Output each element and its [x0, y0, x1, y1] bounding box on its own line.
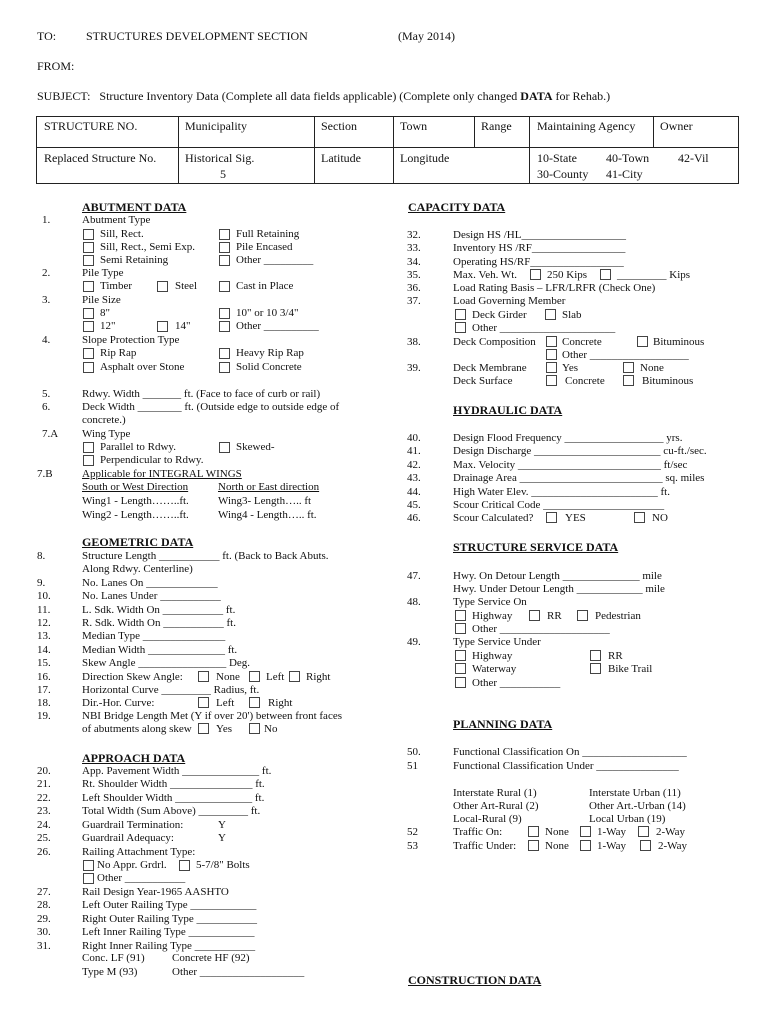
comp-concrete-label: Concrete: [562, 336, 602, 348]
size-10-checkbox[interactable]: [219, 308, 230, 319]
membrane-none-label: None: [640, 362, 664, 374]
under-other-checkbox[interactable]: [455, 677, 466, 688]
under-bike-trail-label: Bike Trail: [608, 663, 653, 675]
max-veh-label: Max. Veh. Wt.: [453, 269, 518, 281]
item-number: 2.: [42, 267, 51, 279]
form-field[interactable]: High Water Elev. _______________________ ft.: [453, 485, 670, 498]
form-field[interactable]: Right Inner Railing Type ___________: [82, 939, 256, 952]
cast-in-place-label: Cast in Place: [236, 280, 294, 292]
section-label: Section: [321, 119, 357, 133]
wing2-field[interactable]: Wing2 - Length……..ft.: [82, 509, 189, 521]
item-number: 52: [407, 826, 418, 838]
form-field[interactable]: Inventory HS /RF_________________: [453, 242, 626, 255]
code-town: 40-Town: [606, 151, 650, 165]
func-on-field[interactable]: Functional Classification On ___________________: [453, 746, 687, 758]
size-10-label: 10" or 10 3/4": [236, 307, 299, 319]
traffic-on-label: Traffic On:: [453, 826, 503, 838]
on-rr-label: RR: [547, 610, 562, 622]
sill-rect-label: Sill, Rect.: [100, 228, 144, 240]
form-field[interactable]: App. Pavement Width ______________ ft.: [82, 765, 272, 777]
form-field[interactable]: No. Lanes Under ___________: [82, 590, 221, 603]
wing1-field[interactable]: Wing1 - Length……..ft.: [82, 495, 189, 507]
slab-checkbox[interactable]: [545, 309, 556, 320]
form-field[interactable]: Along Rdwy. Centerline): [82, 563, 193, 576]
item-number: 4.: [42, 334, 51, 346]
form-field[interactable]: Left Outer Railing Type ____________: [82, 899, 257, 912]
nbi-yes-checkbox[interactable]: [198, 723, 209, 734]
rip-rap-label: Rip Rap: [100, 347, 137, 359]
interstate-rural-option: Interstate Rural (1): [453, 787, 537, 799]
code-village: 42-Vil: [678, 151, 709, 165]
item-number: 11.: [37, 603, 51, 616]
parallel-label: Parallel to Rdwy.: [100, 441, 176, 453]
north-east-header: North or East direction: [218, 481, 320, 493]
full-retaining-checkbox[interactable]: [219, 229, 230, 240]
pile-encased-checkbox[interactable]: [219, 242, 230, 253]
scour-calc-label: Scour Calculated?: [453, 512, 534, 524]
item-number: 5.: [42, 388, 51, 400]
curve-left-label: Left: [216, 697, 235, 709]
size-12-checkbox[interactable]: [83, 321, 94, 332]
integral-wings-label: Applicable for INTEGRAL WINGS: [82, 468, 242, 480]
item-number: 18.: [37, 697, 51, 709]
item-number: 28.: [37, 899, 51, 912]
deck-width-note: concrete.): [82, 414, 126, 426]
item-number: 13.: [37, 630, 51, 643]
member-other-label: Other _____________________: [472, 322, 616, 334]
grid-divider: [653, 117, 654, 147]
under-rr-checkbox[interactable]: [590, 650, 601, 661]
under-1way-label: 1-Way: [597, 840, 627, 852]
item-number: 16.: [37, 671, 51, 683]
under-rr-label: RR: [608, 650, 623, 662]
item-number: 47.: [407, 570, 421, 582]
under-none-label: None: [545, 840, 569, 852]
type-m-option: Type M (93): [82, 966, 138, 978]
grid-divider: [178, 117, 179, 183]
size-8-label: 8": [100, 307, 110, 319]
item-number: 42.: [407, 458, 421, 471]
guardrail-term-label: Guardrail Termination:: [82, 819, 184, 831]
func-under-field[interactable]: Functional Classification Under _______________: [453, 760, 679, 772]
comp-bituminous-label: Bituminous: [653, 336, 705, 348]
semi-retaining-label: Semi Retaining: [100, 254, 169, 266]
item-number: 19.: [37, 710, 51, 722]
railing-attach-label: Railing Attachment Type:: [82, 846, 196, 858]
local-rural-option: Local-Rural (9): [453, 813, 522, 825]
kips250-label: 250 Kips: [547, 269, 588, 281]
timber-checkbox[interactable]: [83, 281, 94, 292]
scour-yes-label: YES: [565, 512, 586, 524]
planning-title: PLANNING DATA: [453, 717, 553, 731]
deck-width-field[interactable]: Deck Width ________ ft. (Outside edge to outside edge of: [82, 401, 340, 413]
capacity-title: CAPACITY DATA: [408, 200, 506, 214]
code-state: 10-State: [537, 151, 577, 165]
under-waterway-checkbox[interactable]: [455, 663, 466, 674]
subject-label: SUBJECT:: [37, 89, 91, 103]
curve-left-checkbox[interactable]: [198, 697, 209, 708]
slab-label: Slab: [562, 309, 582, 321]
item-number: 44.: [407, 485, 421, 498]
on-pedestrian-checkbox[interactable]: [577, 610, 588, 621]
on-highway-checkbox[interactable]: [455, 610, 466, 621]
code-city: 41-City: [606, 167, 643, 181]
on-2way-label: 2-Way: [656, 826, 686, 838]
south-west-header: South or West Direction: [82, 481, 189, 493]
to-label: TO:: [37, 29, 57, 43]
perpendicular-label: Perpendicular to Rdwy.: [100, 454, 204, 466]
item-number: 1.: [42, 214, 51, 226]
subject-line: [37, 90, 610, 102]
under-waterway-label: Waterway: [472, 663, 517, 675]
item-number: 35.: [407, 269, 421, 281]
town-label: Town: [400, 119, 428, 133]
form-field[interactable]: Max. Velocity __________________________ ft/sec: [453, 458, 688, 471]
historical-sig-label: Historical Sig.: [185, 151, 255, 165]
sill-semi-exp-label: Sill, Rect., Semi Exp.: [100, 241, 196, 253]
steel-label: Steel: [175, 280, 197, 292]
on-2way-checkbox[interactable]: [638, 826, 649, 837]
rdwy-width-field[interactable]: Rdwy. Width _______ ft. (Face to face of curb or rail): [82, 388, 321, 400]
skew-left-checkbox[interactable]: [249, 671, 260, 682]
size-14-label: 14": [175, 320, 191, 332]
item-number: 45.: [407, 499, 421, 511]
heavy-rip-rap-checkbox[interactable]: [219, 348, 230, 359]
form-field[interactable]: Operating HS/RF_________________: [453, 255, 624, 268]
rip-rap-checkbox[interactable]: [83, 348, 94, 359]
solid-concrete-checkbox[interactable]: [219, 362, 230, 373]
code-county: 30-County: [537, 167, 589, 181]
form-field[interactable]: Design Flood Frequency __________________ yrs.: [453, 432, 683, 444]
under-highway-label: Highway: [472, 650, 513, 662]
range-label: Range: [481, 119, 512, 133]
solid-concrete-label: Solid Concrete: [236, 361, 302, 373]
on-other-checkbox[interactable]: [455, 623, 466, 634]
on-pedestrian-label: Pedestrian: [595, 610, 641, 622]
geometric-title: GEOMETRIC DATA: [82, 535, 194, 549]
item-number: 12.: [37, 617, 51, 629]
guardrail-term-value: Y: [218, 819, 226, 831]
construction-title: CONSTRUCTION DATA: [408, 973, 542, 987]
structure-no-label: STRUCTURE NO.: [44, 119, 138, 133]
wing4-field[interactable]: Wing4 - Length….. ft.: [218, 509, 317, 521]
local-urban-option: Local Urban (19): [589, 813, 666, 825]
curve-right-label: Right: [268, 697, 293, 709]
bolts-checkbox[interactable]: [179, 860, 190, 871]
under-1way-checkbox[interactable]: [580, 840, 591, 851]
steel-checkbox[interactable]: [157, 281, 168, 292]
on-rr-checkbox[interactable]: [529, 610, 540, 621]
form-field[interactable]: Structure Length ___________ ft. (Back to Back Abuts.: [82, 550, 329, 562]
asphalt-label: Asphalt over Stone: [100, 361, 185, 373]
surface-concrete-label: Concrete: [565, 375, 605, 387]
owner-label: Owner: [660, 119, 693, 133]
dir-hor-label: Dir.-Hor. Curve:: [82, 697, 155, 709]
item-number: 7.B: [37, 468, 53, 480]
grid-divider: [529, 117, 530, 183]
surface-bituminous-label: Bituminous: [642, 375, 694, 387]
historical-sig-value: 5: [220, 167, 226, 181]
form-field[interactable]: Design HS /HL___________________: [453, 229, 626, 241]
deck-girder-checkbox[interactable]: [455, 309, 466, 320]
under-other-label: Other ___________: [472, 677, 561, 689]
deck-surface-label: Deck Surface: [453, 375, 513, 387]
item-number: 14.: [37, 643, 51, 656]
member-other-checkbox[interactable]: [455, 322, 466, 333]
comp-concrete-checkbox[interactable]: [546, 336, 557, 347]
form-field[interactable]: Median Width ______________ ft.: [82, 643, 238, 656]
skew-none-label: None: [216, 671, 240, 683]
form-field[interactable]: R. Sdk. Width On ___________ ft.: [82, 617, 236, 629]
form-date: (May 2014): [398, 29, 455, 43]
sill-rect-checkbox[interactable]: [83, 229, 94, 240]
form-field[interactable]: Left Shoulder Width ______________ ft.: [82, 791, 265, 804]
item-number: 48.: [407, 596, 421, 608]
item-number: 30.: [37, 926, 51, 939]
abutment-title: ABUTMENT DATA: [82, 200, 187, 214]
size-14-checkbox[interactable]: [157, 321, 168, 332]
form-field[interactable]: Drainage Area __________________________ sq. miles: [453, 472, 705, 485]
item-number: 20.: [37, 765, 51, 777]
subject-text-b: for Rehab.): [552, 89, 611, 103]
wing-type-label: Wing Type: [82, 428, 131, 440]
horizontal-curve-field[interactable]: Horizontal Curve _________ Radius, ft.: [82, 684, 260, 696]
form-field[interactable]: Right Outer Railing Type ___________: [82, 912, 258, 925]
pile-type-label: Pile Type: [82, 267, 124, 279]
under-none-checkbox[interactable]: [528, 840, 539, 851]
hydraulic-title: HYDRAULIC DATA: [453, 403, 563, 417]
item-number: 29.: [37, 912, 51, 925]
wing3-field[interactable]: Wing3- Length….. ft: [218, 495, 312, 507]
other-art-rural-option: Other Art-Rural (2): [453, 800, 539, 812]
item-number: 3.: [42, 294, 51, 306]
service-under-label: Type Service Under: [453, 636, 541, 648]
skew-none-checkbox[interactable]: [198, 671, 209, 682]
size-other-label: Other __________: [236, 320, 319, 332]
item-number: 33.: [407, 242, 421, 255]
abutment-other-label: Other _________: [236, 254, 314, 266]
scour-no-checkbox[interactable]: [634, 512, 645, 523]
parallel-checkbox[interactable]: [83, 442, 94, 453]
size-8-checkbox[interactable]: [83, 308, 94, 319]
item-number: 23.: [37, 805, 51, 818]
service-title: STRUCTURE SERVICE DATA: [453, 540, 619, 554]
attach-other-checkbox[interactable]: [83, 873, 94, 884]
conc-hf-option: Concrete HF (92): [172, 952, 250, 964]
deck-membrane-label: Deck Membrane: [453, 362, 527, 374]
curve-right-checkbox[interactable]: [249, 697, 260, 708]
form-field[interactable]: Rt. Shoulder Width _______________ ft.: [82, 778, 265, 791]
item-number: 26.: [37, 846, 51, 858]
grid-divider: [314, 117, 315, 183]
guardrail-adequacy-value: Y: [218, 832, 226, 844]
form-field[interactable]: Design Discharge _______________________ cu-ft./sec.: [453, 445, 707, 458]
form-field[interactable]: Total Width (Sum Above) _________ ft.: [82, 805, 261, 818]
nbi-yes-label: Yes: [216, 723, 233, 735]
form-field[interactable]: No. Lanes On _____________: [82, 576, 218, 589]
grid-divider: [37, 147, 738, 148]
interstate-urban-option: Interstate Urban (11): [589, 787, 681, 799]
item-number: 32.: [407, 229, 421, 241]
under-2way-checkbox[interactable]: [640, 840, 651, 851]
kips-other-checkbox[interactable]: [600, 269, 611, 280]
latitude-label: Latitude: [321, 151, 361, 165]
item-number: 17.: [37, 684, 51, 696]
form-field[interactable]: Scour Critical Code ______________________: [453, 499, 665, 511]
item-number: 15.: [37, 657, 51, 670]
abutment-other-checkbox[interactable]: [219, 255, 230, 266]
item-number: 22.: [37, 791, 51, 804]
item-number: 10.: [37, 590, 51, 603]
surface-concrete-checkbox[interactable]: [546, 375, 557, 386]
on-highway-label: Highway: [472, 610, 513, 622]
under-bike-trail-checkbox[interactable]: [590, 663, 601, 674]
item-number: 36.: [407, 282, 421, 294]
comp-other-label: Other __________________: [562, 349, 689, 361]
conc-lf-option: Conc. LF (91): [82, 952, 145, 964]
on-none-label: None: [545, 826, 569, 838]
comp-other-checkbox[interactable]: [546, 349, 557, 360]
traffic-under-label: Traffic Under:: [453, 840, 517, 852]
on-1way-checkbox[interactable]: [580, 826, 591, 837]
skew-left-label: Left: [266, 671, 285, 683]
subject-text-bold: DATA: [520, 89, 553, 103]
timber-label: Timber: [100, 280, 132, 292]
load-basis-label: Load Rating Basis – LFR/LRFR (Check One): [453, 282, 656, 294]
no-appr-checkbox[interactable]: [83, 860, 94, 871]
deck-comp-label: Deck Composition: [453, 336, 536, 348]
deck-girder-label: Deck Girder: [472, 309, 527, 321]
perpendicular-checkbox[interactable]: [83, 455, 94, 466]
sill-semi-exp-checkbox[interactable]: [83, 242, 94, 253]
kips-field[interactable]: _________ Kips: [617, 269, 691, 281]
replaced-structure-label: Replaced Structure No.: [44, 151, 157, 165]
scour-yes-checkbox[interactable]: [546, 512, 557, 523]
longitude-label: Longitude: [400, 151, 450, 165]
membrane-yes-label: Yes: [562, 362, 579, 374]
item-number: 27.: [37, 886, 51, 898]
on-other-label: Other ____________________: [472, 623, 610, 635]
item-number: 50.: [407, 746, 421, 758]
item-number: 46.: [407, 512, 421, 524]
service-on-label: Type Service On: [453, 596, 527, 608]
skew-right-checkbox[interactable]: [289, 671, 300, 682]
item-number: 39.: [407, 362, 421, 374]
item-number: 53: [407, 840, 418, 852]
item-number: 51: [407, 760, 418, 772]
semi-retaining-checkbox[interactable]: [83, 255, 94, 266]
membrane-yes-checkbox[interactable]: [546, 362, 557, 373]
form-field[interactable]: Median Type _______________: [82, 630, 226, 643]
comp-bituminous-checkbox[interactable]: [637, 336, 648, 347]
item-number: 41.: [407, 445, 421, 458]
abutment-type-label: Abutment Type: [82, 214, 151, 226]
under-highway-checkbox[interactable]: [455, 650, 466, 661]
item-number: 40.: [407, 432, 421, 444]
to-value: STRUCTURES DEVELOPMENT SECTION: [86, 29, 308, 43]
form-field[interactable]: Left Inner Railing Type ____________: [82, 926, 255, 939]
load-member-label: Load Governing Member: [453, 295, 566, 307]
guardrail-adequacy-label: Guardrail Adequacy:: [82, 832, 174, 844]
item-number: 7.A: [42, 428, 59, 440]
form-field[interactable]: Skew Angle ________________ Deg.: [82, 657, 251, 670]
kips250-checkbox[interactable]: [530, 269, 541, 280]
abut-skew-label: of abutments along skew: [82, 723, 192, 735]
item-number: 34.: [407, 255, 421, 268]
grid-divider: [393, 117, 394, 183]
full-retaining-label: Full Retaining: [236, 228, 300, 240]
surface-bituminous-checkbox[interactable]: [623, 375, 634, 386]
maintaining-agency-label: Maintaining Agency: [537, 119, 636, 133]
bolts-label: 5-7/8" Bolts: [196, 859, 250, 871]
under-2way-label: 2-Way: [658, 840, 688, 852]
item-number: 24.: [37, 819, 51, 831]
approach-title: APPROACH DATA: [82, 751, 186, 765]
detour-under-field[interactable]: Hwy. Under Detour Length ____________ mile: [453, 583, 665, 595]
form-field[interactable]: Rail Design Year-1965 AASHTO: [82, 886, 229, 898]
size-other-checkbox[interactable]: [219, 321, 230, 332]
item-number: 43.: [407, 472, 421, 485]
skew-right-label: Right: [306, 671, 331, 683]
size-12-label: 12": [100, 320, 116, 332]
item-number: 49.: [407, 636, 421, 648]
slope-protection-label: Slope Protection Type: [82, 334, 180, 346]
scour-no-label: NO: [652, 512, 668, 524]
item-number: 31.: [37, 939, 51, 952]
cast-in-place-checkbox[interactable]: [219, 281, 230, 292]
nbi-label: NBI Bridge Length Met (Y if over 20') between front faces: [82, 710, 342, 722]
subject-text-a: Structure Inventory Data (Complete all data fields applicable) (Complete only changed: [99, 89, 521, 103]
item-number: 37.: [407, 295, 421, 307]
form-field[interactable]: L. Sdk. Width On ___________ ft.: [82, 603, 236, 616]
membrane-none-checkbox[interactable]: [623, 362, 634, 373]
on-1way-label: 1-Way: [597, 826, 627, 838]
item-number: 25.: [37, 832, 51, 844]
detour-on-field[interactable]: Hwy. On Detour Length ______________ mile: [453, 570, 662, 582]
nbi-no-checkbox[interactable]: [249, 723, 260, 734]
pile-size-label: Pile Size: [82, 294, 121, 306]
from-label: FROM:: [37, 59, 75, 73]
skewed-checkbox[interactable]: [219, 442, 230, 453]
other-art-urban-option: Other Art.-Urban (14): [589, 800, 686, 812]
skewed-label: Skewed-: [236, 441, 275, 453]
grid-divider: [474, 117, 475, 147]
heavy-rip-rap-label: Heavy Rip Rap: [236, 347, 304, 359]
pile-encased-label: Pile Encased: [236, 241, 293, 253]
attach-other-label: Other ___________: [97, 872, 186, 884]
no-appr-label: No Appr. Grdrl.: [97, 859, 167, 871]
municipality-label: Municipality: [185, 119, 247, 133]
item-number: 8.: [37, 550, 46, 562]
item-number: 21.: [37, 778, 51, 791]
item-number: 6.: [42, 401, 51, 413]
asphalt-checkbox[interactable]: [83, 362, 94, 373]
on-none-checkbox[interactable]: [528, 826, 539, 837]
nbi-no-label: No: [264, 723, 278, 735]
rail-other-option[interactable]: Other ___________________: [172, 966, 305, 978]
item-number: 38.: [407, 336, 421, 348]
dir-skew-label: Direction Skew Angle:: [82, 671, 183, 683]
item-number: 9.: [37, 576, 46, 589]
